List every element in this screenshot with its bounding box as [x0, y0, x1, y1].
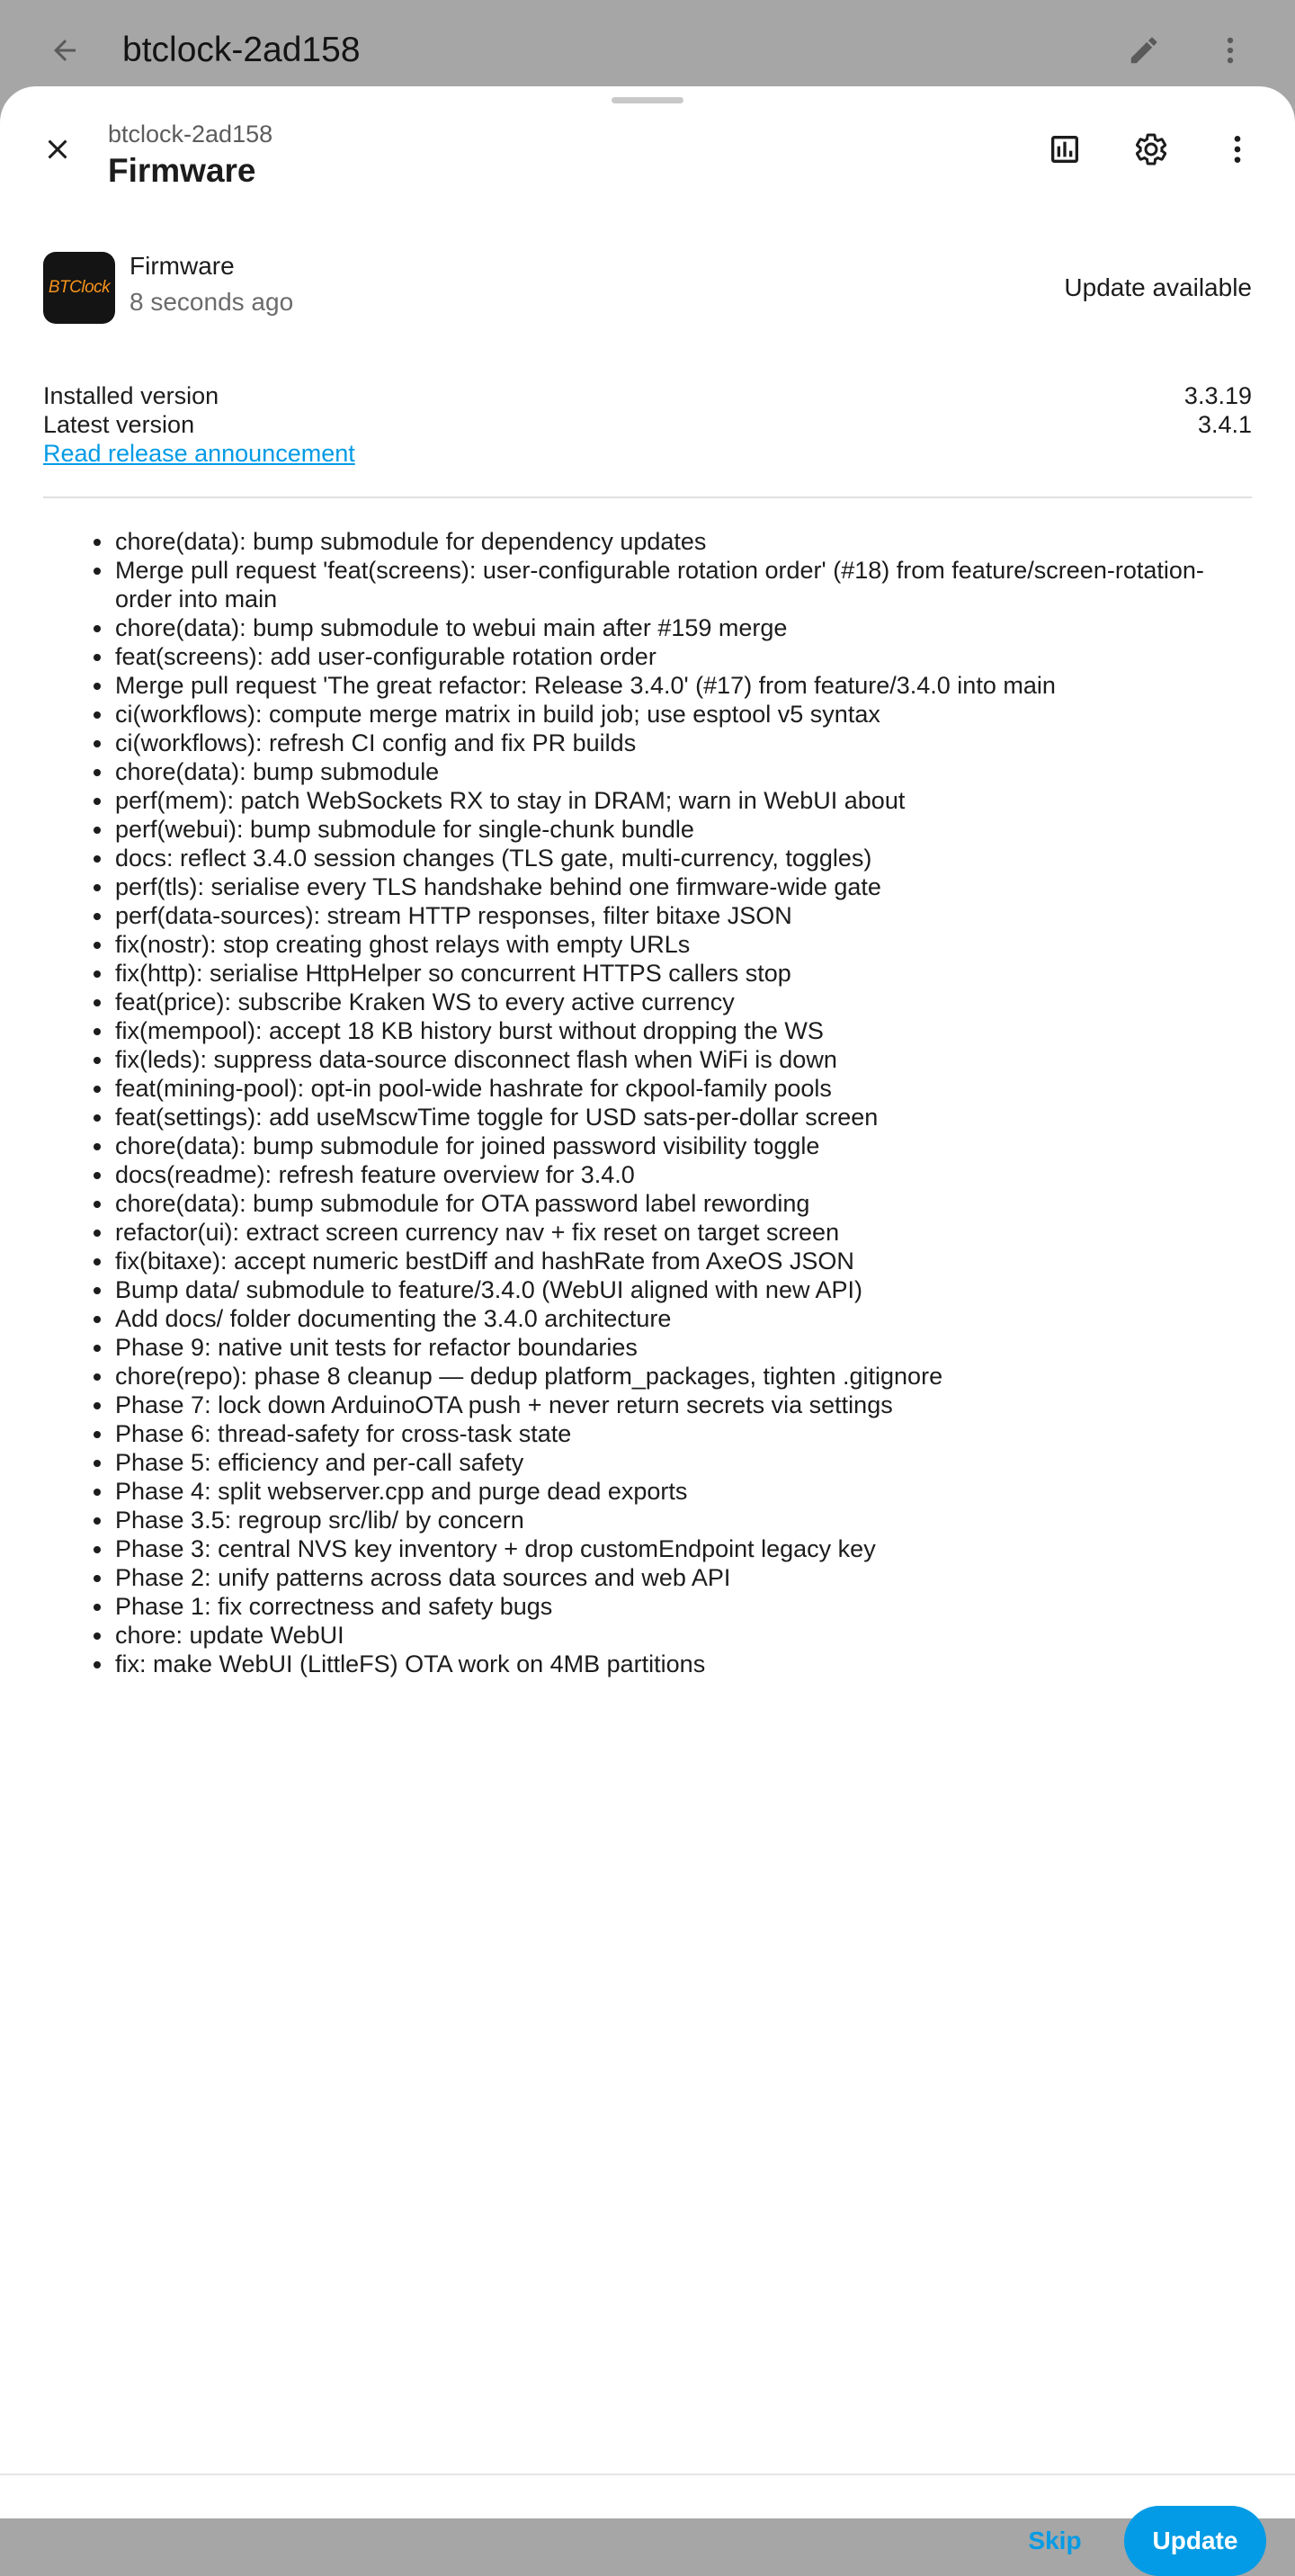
release-note-item: chore(data): bump submodule to webui main after #159 merge — [115, 613, 1252, 642]
dots-vertical-icon — [1213, 33, 1247, 67]
entity-state: Update available — [1064, 273, 1252, 301]
back-button[interactable] — [41, 31, 88, 70]
release-note-item: chore(data): bump submodule for joined password visibility toggle — [115, 1131, 1252, 1160]
footer-divider — [0, 2473, 1295, 2475]
release-note-item: Merge pull request 'The great refactor: Release 3.4.0' (#17) from feature/3.4.0 into main — [115, 671, 1252, 700]
edit-button[interactable] — [1121, 27, 1167, 74]
release-note-item: Phase 1: fix correctness and safety bugs — [115, 1592, 1252, 1621]
release-note-item: fix(nostr): stop creating ghost relays with empty URLs — [115, 930, 1252, 959]
firmware-update-dialog — [0, 86, 1295, 2554]
release-note-item: fix(http): serialise HttpHelper so concurrent HTTPS callers stop — [115, 959, 1252, 988]
entity-last-changed: 8 seconds ago — [130, 288, 294, 316]
chart-box-icon — [1047, 131, 1083, 167]
release-note-item: Phase 3.5: regroup src/lib/ by concern — [115, 1506, 1252, 1534]
more-options-button[interactable] — [1212, 124, 1263, 174]
close-icon — [41, 133, 74, 165]
release-note-item: Phase 5: efficiency and per-call safety — [115, 1448, 1252, 1477]
release-note-item: Merge pull request 'feat(screens): user-configurable rotation order' (#18) from feature/screen-rotation-order into main — [115, 556, 1252, 613]
settings-button[interactable] — [1126, 124, 1176, 174]
release-note-item: Phase 9: native unit tests for refactor boundaries — [115, 1333, 1252, 1362]
release-note-item: perf(tls): serialise every TLS handshake behind one firmware-wide gate — [115, 872, 1252, 901]
release-note-item: feat(mining-pool): opt-in pool-wide hashrate for ckpool-family pools — [115, 1074, 1252, 1103]
release-note-item: feat(price): subscribe Kraken WS to every active currency — [115, 988, 1252, 1016]
release-notes-list — [115, 527, 1252, 1678]
divider — [43, 496, 1252, 498]
background-app-header — [0, 0, 1295, 99]
release-note-item: ci(workflows): refresh CI config and fix PR builds — [115, 729, 1252, 757]
release-note-item: Phase 4: split webserver.cpp and purge dead exports — [115, 1477, 1252, 1506]
release-note-item: chore: update WebUI — [115, 1621, 1252, 1650]
dots-vertical-icon — [1219, 131, 1255, 167]
drag-handle[interactable] — [612, 97, 683, 103]
release-announcement-link[interactable]: Read release announcement — [43, 440, 355, 467]
btclock-logo: BTClock — [43, 252, 115, 324]
background-more-button[interactable] — [1207, 27, 1254, 74]
entity-name: Firmware — [130, 252, 235, 280]
installed-version-label: Installed version — [43, 382, 219, 409]
installed-version-row — [43, 381, 1252, 410]
release-note-item: feat(settings): add useMscwTime toggle for USD sats-per-dollar screen — [115, 1103, 1252, 1131]
release-note-item: ci(workflows): compute merge matrix in build job; use esptool v5 syntax — [115, 700, 1252, 729]
release-note-item: docs(readme): refresh feature overview for 3.4.0 — [115, 1160, 1252, 1189]
latest-version-value: 3.4.1 — [1197, 411, 1252, 438]
dialog-subtitle: btclock-2ad158 — [108, 121, 273, 148]
release-note-item: perf(webui): bump submodule for single-chunk bundle — [115, 815, 1252, 844]
release-note-item: chore(repo): phase 8 cleanup — dedup platform_packages, tighten .gitignore — [115, 1362, 1252, 1391]
update-button[interactable]: Update — [1124, 2506, 1266, 2576]
release-note-item: Phase 6: thread-safety for cross-task state — [115, 1419, 1252, 1448]
release-note-item: chore(data): bump submodule for OTA password label rewording — [115, 1189, 1252, 1218]
release-note-item: perf(mem): patch WebSockets RX to stay in DRAM; warn in WebUI about — [115, 786, 1252, 815]
arrow-left-icon — [49, 34, 81, 67]
gear-icon — [1133, 131, 1169, 167]
release-note-item: feat(screens): add user-configurable rotation order — [115, 642, 1252, 671]
release-note-item: refactor(ui): extract screen currency nav + fix reset on target screen — [115, 1218, 1252, 1247]
release-note-item: chore(data): bump submodule — [115, 757, 1252, 786]
release-note-item: fix(leds): suppress data-source disconnect flash when WiFi is down — [115, 1045, 1252, 1074]
release-note-item: Phase 2: unify patterns across data sources and web API — [115, 1563, 1252, 1592]
installed-version-value: 3.3.19 — [1183, 382, 1252, 409]
background-page-title: btclock-2ad158 — [122, 31, 361, 69]
release-note-item: Phase 3: central NVS key inventory + drop customEndpoint legacy key — [115, 1534, 1252, 1563]
release-note-item: fix(mempool): accept 18 KB history burst without dropping the WS — [115, 1016, 1252, 1045]
close-button[interactable] — [32, 124, 83, 174]
release-note-item: perf(data-sources): stream HTTP responses, filter bitaxe JSON — [115, 901, 1252, 930]
release-note-item: docs: reflect 3.4.0 session changes (TLS gate, multi-currency, toggles) — [115, 844, 1252, 872]
release-note-item: Phase 7: lock down ArduinoOTA push + never return secrets via settings — [115, 1391, 1252, 1419]
release-note-item: fix: make WebUI (LittleFS) OTA work on 4MB partitions — [115, 1650, 1252, 1678]
latest-version-row — [43, 410, 1252, 439]
release-note-item: fix(bitaxe): accept numeric bestDiff and hashRate from AxeOS JSON — [115, 1247, 1252, 1275]
skip-button[interactable]: Skip — [1028, 2527, 1082, 2554]
pencil-icon — [1127, 33, 1161, 67]
dialog-title: Firmware — [108, 152, 256, 189]
history-button[interactable] — [1040, 124, 1090, 174]
release-note-item: Add docs/ folder documenting the 3.4.0 architecture — [115, 1304, 1252, 1333]
release-note-item: chore(data): bump submodule for dependency updates — [115, 527, 1252, 556]
release-note-item: Bump data/ submodule to feature/3.4.0 (WebUI aligned with new API) — [115, 1275, 1252, 1304]
latest-version-label: Latest version — [43, 411, 195, 438]
